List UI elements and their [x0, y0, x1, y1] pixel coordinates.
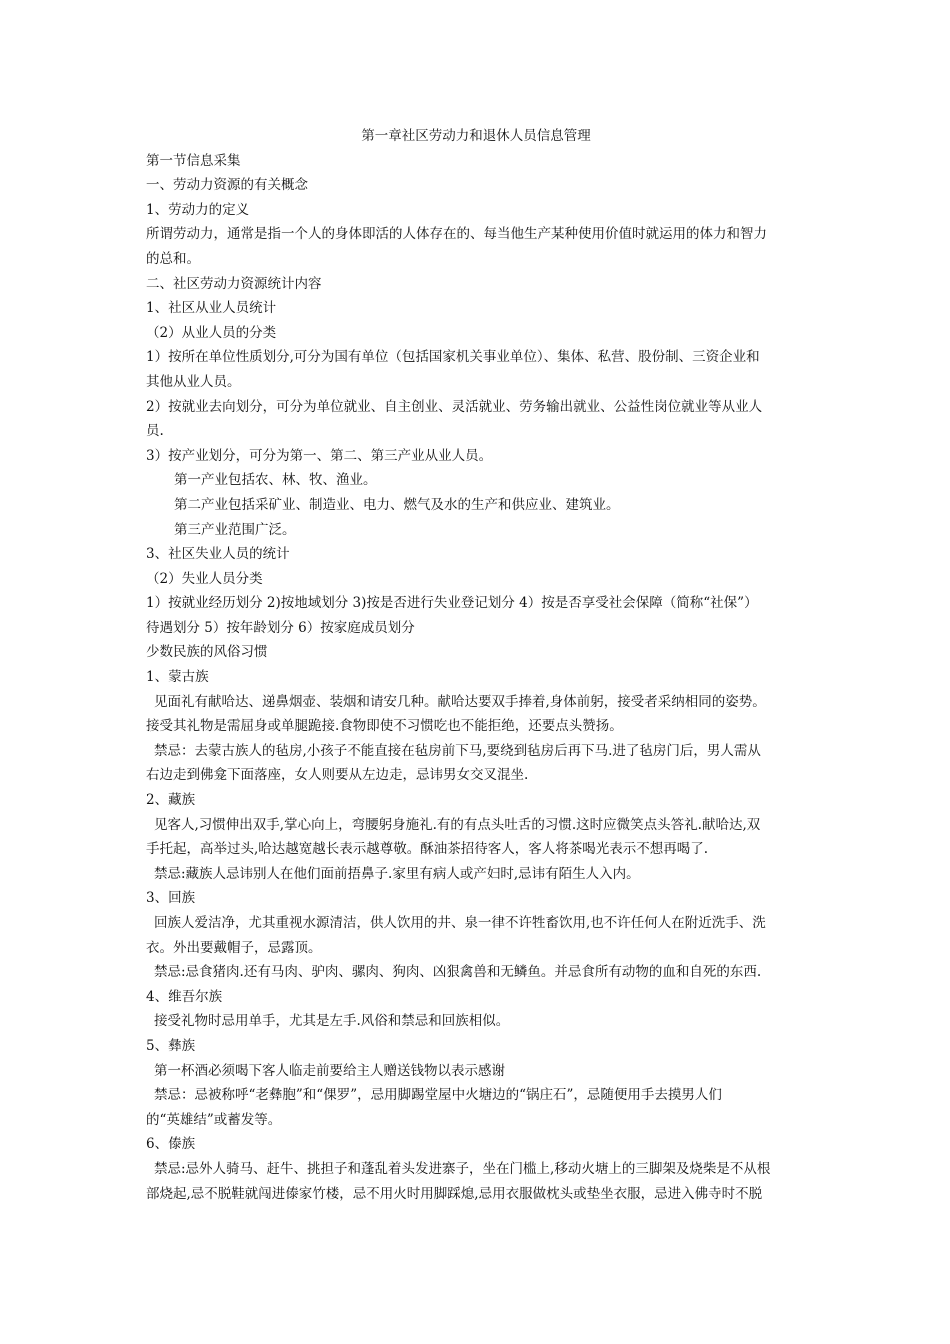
- paragraph-line: 所谓劳动力，通常是指一个人的身体即活的人体存在的、每当他生产某种使用价值时就运用的体力和智力: [146, 226, 767, 243]
- paragraph-line: 接受礼物时忌用单手，尤其是左手.风俗和禁忌和回族相似。: [154, 1013, 510, 1030]
- paragraph-line: 1）按就业经历划分 2)按地域划分 3)按是否进行失业登记划分 4）按是否享受社会保障（简称“社保”）: [146, 595, 758, 612]
- paragraph-line: 回族人爱洁净，尤其重视水源清洁，供人饮用的井、泉一律不许牲畜饮用,也不许任何人在附近洗手、洗: [154, 915, 766, 931]
- paragraph-line: 其他从业人员。: [146, 373, 241, 390]
- item-heading: （2）从业人员的分类: [146, 324, 277, 341]
- item-heading: 4、维吾尔族: [146, 988, 223, 1005]
- item-heading: 5、彝族: [146, 1037, 196, 1054]
- paragraph-line: 禁忌:藏族人忌讳别人在他们面前捂鼻子.家里有病人或产妇时,忌讳有陌生人入内。: [154, 865, 640, 882]
- paragraph-line: 员.: [146, 423, 164, 440]
- indented-line: 第三产业范围广泛。: [174, 521, 296, 538]
- section-heading: 少数民族的风俗习惯: [146, 644, 268, 661]
- subsection-heading: 一、劳动力资源的有关概念: [146, 177, 308, 194]
- section-heading: 第一节信息采集: [146, 152, 241, 169]
- paragraph-line: 3）按产业划分，可分为第一、第二、第三产业从业人员。: [146, 447, 493, 464]
- paragraph-line: 右边走到佛龛下面落座，女人则要从左边走，忌讳男女交叉混坐.: [146, 767, 529, 784]
- paragraph-line: 禁忌:忌外人骑马、赶牛、挑担子和蓬乱着头发进寨子，坐在门槛上,移动火塘上的三脚架及烧柴是不从根: [154, 1160, 771, 1177]
- paragraph-line: 第一杯酒必须喝下客人临走前要给主人赠送钱物以表示感谢: [154, 1062, 505, 1079]
- item-heading: 1、蒙古族: [146, 669, 209, 686]
- paragraph-line: 禁忌：去蒙古族人的毡房,小孩子不能直接在毡房前下马,要绕到毡房后再下马.进了毡房门后，男人需从: [154, 742, 761, 759]
- paragraph-line: 衣。外出要戴帽子，忌露顶。: [146, 939, 322, 956]
- paragraph-line: 待遇划分 5）按年龄划分 6）按家庭成员划分: [146, 619, 415, 636]
- item-heading: 1、劳动力的定义: [146, 201, 250, 218]
- paragraph-line: 部烧起,忌不脱鞋就闯进傣家竹楼，忌不用火时用脚踩熄,忌用衣服做枕头或垫坐衣服，忌进入佛寺时不脱: [146, 1185, 763, 1202]
- paragraph-line: 手托起，高举过头,哈达越宽越长表示越尊敬。酥油茶招待客人，客人将茶喝光表示不想再喝了.: [146, 841, 709, 858]
- item-heading: 3、回族: [146, 890, 196, 907]
- paragraph-line: 的总和。: [146, 250, 200, 267]
- item-heading: 1、社区从业人员统计: [146, 300, 277, 317]
- item-heading: 3、社区失业人员的统计: [146, 546, 290, 563]
- paragraph-line: 见面礼有献哈达、递鼻烟壶、装烟和请安几种。献哈达要双手捧着,身体前躬，接受者采纳相同的姿势。: [154, 693, 766, 710]
- item-heading: （2）失业人员分类: [146, 570, 263, 587]
- indented-line: 第二产业包括采矿业、制造业、电力、燃气及水的生产和供应业、建筑业。: [174, 496, 620, 513]
- paragraph-line: 见客人,习惯伸出双手,掌心向上，弯腰躬身施礼.有的有点头吐舌的习惯.这时应微笑点头答礼.献哈达,双: [154, 816, 761, 833]
- indented-line: 第一产业包括农、林、牧、渔业。: [174, 472, 377, 489]
- paragraph-line: 禁忌：忌被称呼“老彝胞”和“倮罗”，忌用脚踢堂屋中火塘边的“锅庄石”，忌随便用手去摸男人们: [154, 1087, 722, 1104]
- item-heading: 6、傣族: [146, 1136, 196, 1153]
- subsection-heading: 二、社区劳动力资源统计内容: [146, 275, 322, 292]
- paragraph-line: 2）按就业去向划分，可分为单位就业、自主创业、灵活就业、劳务输出就业、公益性岗位就业等从业人: [146, 398, 763, 415]
- paragraph-line: 接受其礼物是需屈身或单腿跪接.食物即使不习惯吃也不能拒绝，还要点头赞扬。: [146, 718, 623, 735]
- paragraph-line: 1）按所在单位性质划分,可分为国有单位（包括国家机关事业单位）、集体、私营、股份制、三资企业和: [146, 349, 760, 366]
- document-title: 第一章社区劳动力和退休人员信息管理: [361, 128, 591, 144]
- item-heading: 2、藏族: [146, 792, 196, 809]
- paragraph-line: 的“英雄结”或蓄发等。: [146, 1111, 282, 1128]
- paragraph-line: 禁忌:忌食猪肉.还有马肉、驴肉、骡肉、狗肉、凶狠禽兽和无鳞鱼。并忌食所有动物的血和自死的东西.: [154, 964, 762, 981]
- document-body: [146, 124, 806, 1206]
